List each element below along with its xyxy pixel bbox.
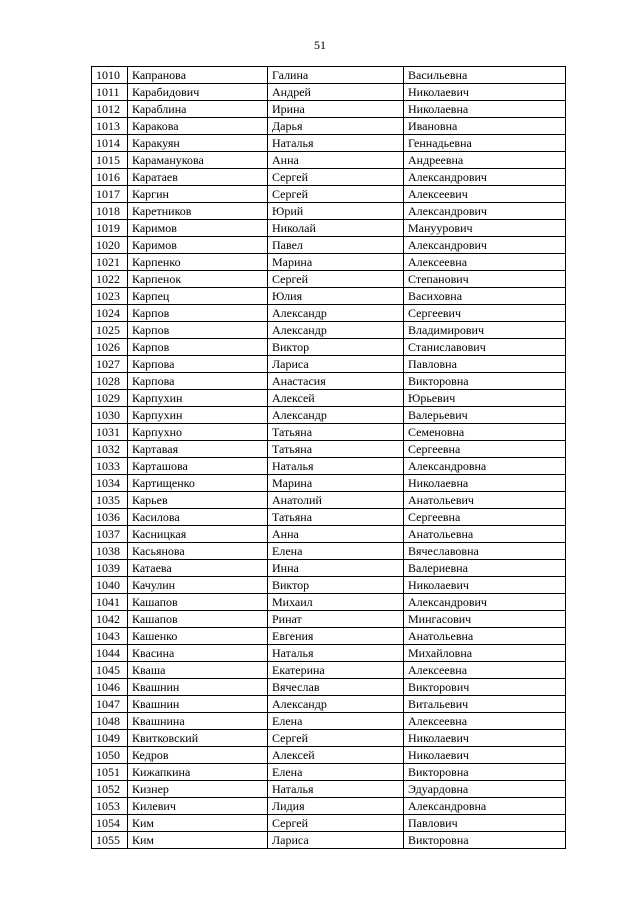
first-name-cell: Наталья xyxy=(268,135,404,152)
first-name-cell: Александр xyxy=(268,407,404,424)
last-name-cell: Кашапов xyxy=(128,594,268,611)
last-name-cell: Карпова xyxy=(128,356,268,373)
first-name-cell: Наталья xyxy=(268,458,404,475)
first-name-cell: Галина xyxy=(268,67,404,84)
patronymic-cell: Викторович xyxy=(404,679,566,696)
last-name-cell: Каримов xyxy=(128,220,268,237)
first-name-cell: Александр xyxy=(268,305,404,322)
last-name-cell: Кваша xyxy=(128,662,268,679)
patronymic-cell: Васильевна xyxy=(404,67,566,84)
row-number-cell: 1048 xyxy=(92,713,128,730)
table-row xyxy=(92,441,566,458)
table-row xyxy=(92,577,566,594)
table-row xyxy=(92,118,566,135)
last-name-cell: Каракова xyxy=(128,118,268,135)
table-row xyxy=(92,373,566,390)
last-name-cell: Кедров xyxy=(128,747,268,764)
patronymic-cell: Юрьевич xyxy=(404,390,566,407)
table-row xyxy=(92,781,566,798)
first-name-cell: Лариса xyxy=(268,356,404,373)
first-name-cell: Марина xyxy=(268,475,404,492)
table-row xyxy=(92,543,566,560)
table-row xyxy=(92,254,566,271)
table-row xyxy=(92,526,566,543)
row-number-cell: 1024 xyxy=(92,305,128,322)
table-row xyxy=(92,628,566,645)
patronymic-cell: Владимирович xyxy=(404,322,566,339)
table-row xyxy=(92,152,566,169)
table-row xyxy=(92,509,566,526)
last-name-cell: Касилова xyxy=(128,509,268,526)
patronymic-cell: Вячеславовна xyxy=(404,543,566,560)
last-name-cell: Квашнин xyxy=(128,696,268,713)
first-name-cell: Елена xyxy=(268,713,404,730)
last-name-cell: Кижапкина xyxy=(128,764,268,781)
first-name-cell: Татьяна xyxy=(268,424,404,441)
patronymic-cell: Михайловна xyxy=(404,645,566,662)
first-name-cell: Алексей xyxy=(268,390,404,407)
row-number-cell: 1042 xyxy=(92,611,128,628)
patronymic-cell: Семеновна xyxy=(404,424,566,441)
patronymic-cell: Викторовна xyxy=(404,832,566,849)
first-name-cell: Михаил xyxy=(268,594,404,611)
row-number-cell: 1039 xyxy=(92,560,128,577)
last-name-cell: Карташова xyxy=(128,458,268,475)
last-name-cell: Каретников xyxy=(128,203,268,220)
row-number-cell: 1022 xyxy=(92,271,128,288)
table-row xyxy=(92,305,566,322)
table-row xyxy=(92,135,566,152)
patronymic-cell: Ивановна xyxy=(404,118,566,135)
last-name-cell: Караманукова xyxy=(128,152,268,169)
last-name-cell: Ким xyxy=(128,815,268,832)
table-row xyxy=(92,560,566,577)
first-name-cell: Ирина xyxy=(268,101,404,118)
last-name-cell: Квитковский xyxy=(128,730,268,747)
table-row xyxy=(92,186,566,203)
last-name-cell: Карпов xyxy=(128,339,268,356)
table-row xyxy=(92,832,566,849)
patronymic-cell: Александрович xyxy=(404,594,566,611)
row-number-cell: 1054 xyxy=(92,815,128,832)
patronymic-cell: Александровна xyxy=(404,798,566,815)
patronymic-cell: Николаевич xyxy=(404,747,566,764)
last-name-cell: Квашнина xyxy=(128,713,268,730)
table-row xyxy=(92,101,566,118)
row-number-cell: 1044 xyxy=(92,645,128,662)
table-row xyxy=(92,764,566,781)
table-row xyxy=(92,322,566,339)
table-row xyxy=(92,815,566,832)
table-row xyxy=(92,271,566,288)
table-row xyxy=(92,237,566,254)
patronymic-cell: Мануурович xyxy=(404,220,566,237)
first-name-cell: Анатолий xyxy=(268,492,404,509)
last-name-cell: Капранова xyxy=(128,67,268,84)
first-name-cell: Лидия xyxy=(268,798,404,815)
first-name-cell: Марина xyxy=(268,254,404,271)
table-row xyxy=(92,492,566,509)
page-number: 51 xyxy=(314,38,326,52)
patronymic-cell: Эдуардовна xyxy=(404,781,566,798)
row-number-cell: 1028 xyxy=(92,373,128,390)
first-name-cell: Александр xyxy=(268,696,404,713)
last-name-cell: Карпенко xyxy=(128,254,268,271)
first-name-cell: Сергей xyxy=(268,815,404,832)
patronymic-cell: Андреевна xyxy=(404,152,566,169)
row-number-cell: 1030 xyxy=(92,407,128,424)
last-name-cell: Каримов xyxy=(128,237,268,254)
last-name-cell: Катаева xyxy=(128,560,268,577)
row-number-cell: 1016 xyxy=(92,169,128,186)
first-name-cell: Лариса xyxy=(268,832,404,849)
patronymic-cell: Витальевич xyxy=(404,696,566,713)
table-row xyxy=(92,84,566,101)
row-number-cell: 1010 xyxy=(92,67,128,84)
row-number-cell: 1038 xyxy=(92,543,128,560)
first-name-cell: Александр xyxy=(268,322,404,339)
first-name-cell: Екатерина xyxy=(268,662,404,679)
patronymic-cell: Викторовна xyxy=(404,373,566,390)
first-name-cell: Сергей xyxy=(268,169,404,186)
patronymic-cell: Викторовна xyxy=(404,764,566,781)
row-number-cell: 1033 xyxy=(92,458,128,475)
last-name-cell: Кизнер xyxy=(128,781,268,798)
first-name-cell: Наталья xyxy=(268,645,404,662)
first-name-cell: Юрий xyxy=(268,203,404,220)
last-name-cell: Карпухин xyxy=(128,390,268,407)
patronymic-cell: Павлович xyxy=(404,815,566,832)
first-name-cell: Татьяна xyxy=(268,509,404,526)
row-number-cell: 1046 xyxy=(92,679,128,696)
row-number-cell: 1023 xyxy=(92,288,128,305)
row-number-cell: 1021 xyxy=(92,254,128,271)
roster-table-body xyxy=(92,67,566,849)
row-number-cell: 1050 xyxy=(92,747,128,764)
first-name-cell: Дарья xyxy=(268,118,404,135)
first-name-cell: Вячеслав xyxy=(268,679,404,696)
row-number-cell: 1019 xyxy=(92,220,128,237)
table-row xyxy=(92,339,566,356)
row-number-cell: 1027 xyxy=(92,356,128,373)
table-row xyxy=(92,220,566,237)
first-name-cell: Анна xyxy=(268,152,404,169)
first-name-cell: Анастасия xyxy=(268,373,404,390)
patronymic-cell: Алексеевич xyxy=(404,186,566,203)
table-row xyxy=(92,594,566,611)
row-number-cell: 1035 xyxy=(92,492,128,509)
table-row xyxy=(92,798,566,815)
first-name-cell: Виктор xyxy=(268,339,404,356)
first-name-cell: Инна xyxy=(268,560,404,577)
row-number-cell: 1025 xyxy=(92,322,128,339)
last-name-cell: Караблина xyxy=(128,101,268,118)
roster-table xyxy=(91,66,566,849)
first-name-cell: Елена xyxy=(268,543,404,560)
first-name-cell: Сергей xyxy=(268,730,404,747)
table-row xyxy=(92,356,566,373)
table-row xyxy=(92,475,566,492)
patronymic-cell: Николаевич xyxy=(404,730,566,747)
last-name-cell: Карпухно xyxy=(128,424,268,441)
patronymic-cell: Геннадьевна xyxy=(404,135,566,152)
last-name-cell: Картавая xyxy=(128,441,268,458)
row-number-cell: 1047 xyxy=(92,696,128,713)
first-name-cell: Павел xyxy=(268,237,404,254)
first-name-cell: Андрей xyxy=(268,84,404,101)
first-name-cell: Алексей xyxy=(268,747,404,764)
last-name-cell: Квашнин xyxy=(128,679,268,696)
row-number-cell: 1029 xyxy=(92,390,128,407)
last-name-cell: Карпухин xyxy=(128,407,268,424)
patronymic-cell: Николаевич xyxy=(404,577,566,594)
last-name-cell: Картищенко xyxy=(128,475,268,492)
patronymic-cell: Николаевич xyxy=(404,84,566,101)
patronymic-cell: Павловна xyxy=(404,356,566,373)
row-number-cell: 1013 xyxy=(92,118,128,135)
row-number-cell: 1053 xyxy=(92,798,128,815)
first-name-cell: Виктор xyxy=(268,577,404,594)
row-number-cell: 1040 xyxy=(92,577,128,594)
first-name-cell: Сергей xyxy=(268,271,404,288)
row-number-cell: 1041 xyxy=(92,594,128,611)
last-name-cell: Карабидович xyxy=(128,84,268,101)
table-row xyxy=(92,713,566,730)
patronymic-cell: Сергеевич xyxy=(404,305,566,322)
last-name-cell: Карпенок xyxy=(128,271,268,288)
table-row xyxy=(92,390,566,407)
patronymic-cell: Алексеевна xyxy=(404,254,566,271)
patronymic-cell: Мингасович xyxy=(404,611,566,628)
patronymic-cell: Станиславович xyxy=(404,339,566,356)
patronymic-cell: Александрович xyxy=(404,237,566,254)
patronymic-cell: Анатольевна xyxy=(404,526,566,543)
table-row xyxy=(92,67,566,84)
row-number-cell: 1011 xyxy=(92,84,128,101)
last-name-cell: Карьев xyxy=(128,492,268,509)
first-name-cell: Сергей xyxy=(268,186,404,203)
first-name-cell: Ринат xyxy=(268,611,404,628)
table-row xyxy=(92,696,566,713)
patronymic-cell: Сергеевна xyxy=(404,509,566,526)
first-name-cell: Юлия xyxy=(268,288,404,305)
patronymic-cell: Александровна xyxy=(404,458,566,475)
patronymic-cell: Александрович xyxy=(404,169,566,186)
row-number-cell: 1037 xyxy=(92,526,128,543)
last-name-cell: Ким xyxy=(128,832,268,849)
table-row xyxy=(92,662,566,679)
row-number-cell: 1018 xyxy=(92,203,128,220)
row-number-cell: 1020 xyxy=(92,237,128,254)
row-number-cell: 1017 xyxy=(92,186,128,203)
patronymic-cell: Алексеевна xyxy=(404,713,566,730)
last-name-cell: Кашенко xyxy=(128,628,268,645)
first-name-cell: Анна xyxy=(268,526,404,543)
table-row xyxy=(92,169,566,186)
last-name-cell: Карпов xyxy=(128,305,268,322)
patronymic-cell: Степанович xyxy=(404,271,566,288)
row-number-cell: 1043 xyxy=(92,628,128,645)
patronymic-cell: Валериевна xyxy=(404,560,566,577)
patronymic-cell: Васиховна xyxy=(404,288,566,305)
patronymic-cell: Сергеевна xyxy=(404,441,566,458)
table-row xyxy=(92,203,566,220)
row-number-cell: 1032 xyxy=(92,441,128,458)
last-name-cell: Каратаев xyxy=(128,169,268,186)
last-name-cell: Каракуян xyxy=(128,135,268,152)
row-number-cell: 1055 xyxy=(92,832,128,849)
last-name-cell: Карпов xyxy=(128,322,268,339)
row-number-cell: 1014 xyxy=(92,135,128,152)
last-name-cell: Касьянова xyxy=(128,543,268,560)
table-row xyxy=(92,407,566,424)
last-name-cell: Каргин xyxy=(128,186,268,203)
table-row xyxy=(92,288,566,305)
patronymic-cell: Валерьевич xyxy=(404,407,566,424)
first-name-cell: Елена xyxy=(268,764,404,781)
first-name-cell: Татьяна xyxy=(268,441,404,458)
last-name-cell: Кашапов xyxy=(128,611,268,628)
table-row xyxy=(92,424,566,441)
row-number-cell: 1045 xyxy=(92,662,128,679)
row-number-cell: 1052 xyxy=(92,781,128,798)
first-name-cell: Евгения xyxy=(268,628,404,645)
last-name-cell: Касницкая xyxy=(128,526,268,543)
last-name-cell: Килевич xyxy=(128,798,268,815)
first-name-cell: Наталья xyxy=(268,781,404,798)
table-row xyxy=(92,679,566,696)
table-row xyxy=(92,747,566,764)
row-number-cell: 1031 xyxy=(92,424,128,441)
patronymic-cell: Алексеевна xyxy=(404,662,566,679)
row-number-cell: 1012 xyxy=(92,101,128,118)
row-number-cell: 1034 xyxy=(92,475,128,492)
patronymic-cell: Анатольевич xyxy=(404,492,566,509)
row-number-cell: 1015 xyxy=(92,152,128,169)
table-row xyxy=(92,730,566,747)
patronymic-cell: Александрович xyxy=(404,203,566,220)
row-number-cell: 1036 xyxy=(92,509,128,526)
table-row xyxy=(92,645,566,662)
row-number-cell: 1026 xyxy=(92,339,128,356)
last-name-cell: Качулин xyxy=(128,577,268,594)
last-name-cell: Карпова xyxy=(128,373,268,390)
patronymic-cell: Николаевна xyxy=(404,101,566,118)
row-number-cell: 1049 xyxy=(92,730,128,747)
table-row xyxy=(92,458,566,475)
last-name-cell: Квасина xyxy=(128,645,268,662)
patronymic-cell: Анатольевна xyxy=(404,628,566,645)
row-number-cell: 1051 xyxy=(92,764,128,781)
first-name-cell: Николай xyxy=(268,220,404,237)
patronymic-cell: Николаевна xyxy=(404,475,566,492)
table-row xyxy=(92,611,566,628)
last-name-cell: Карпец xyxy=(128,288,268,305)
